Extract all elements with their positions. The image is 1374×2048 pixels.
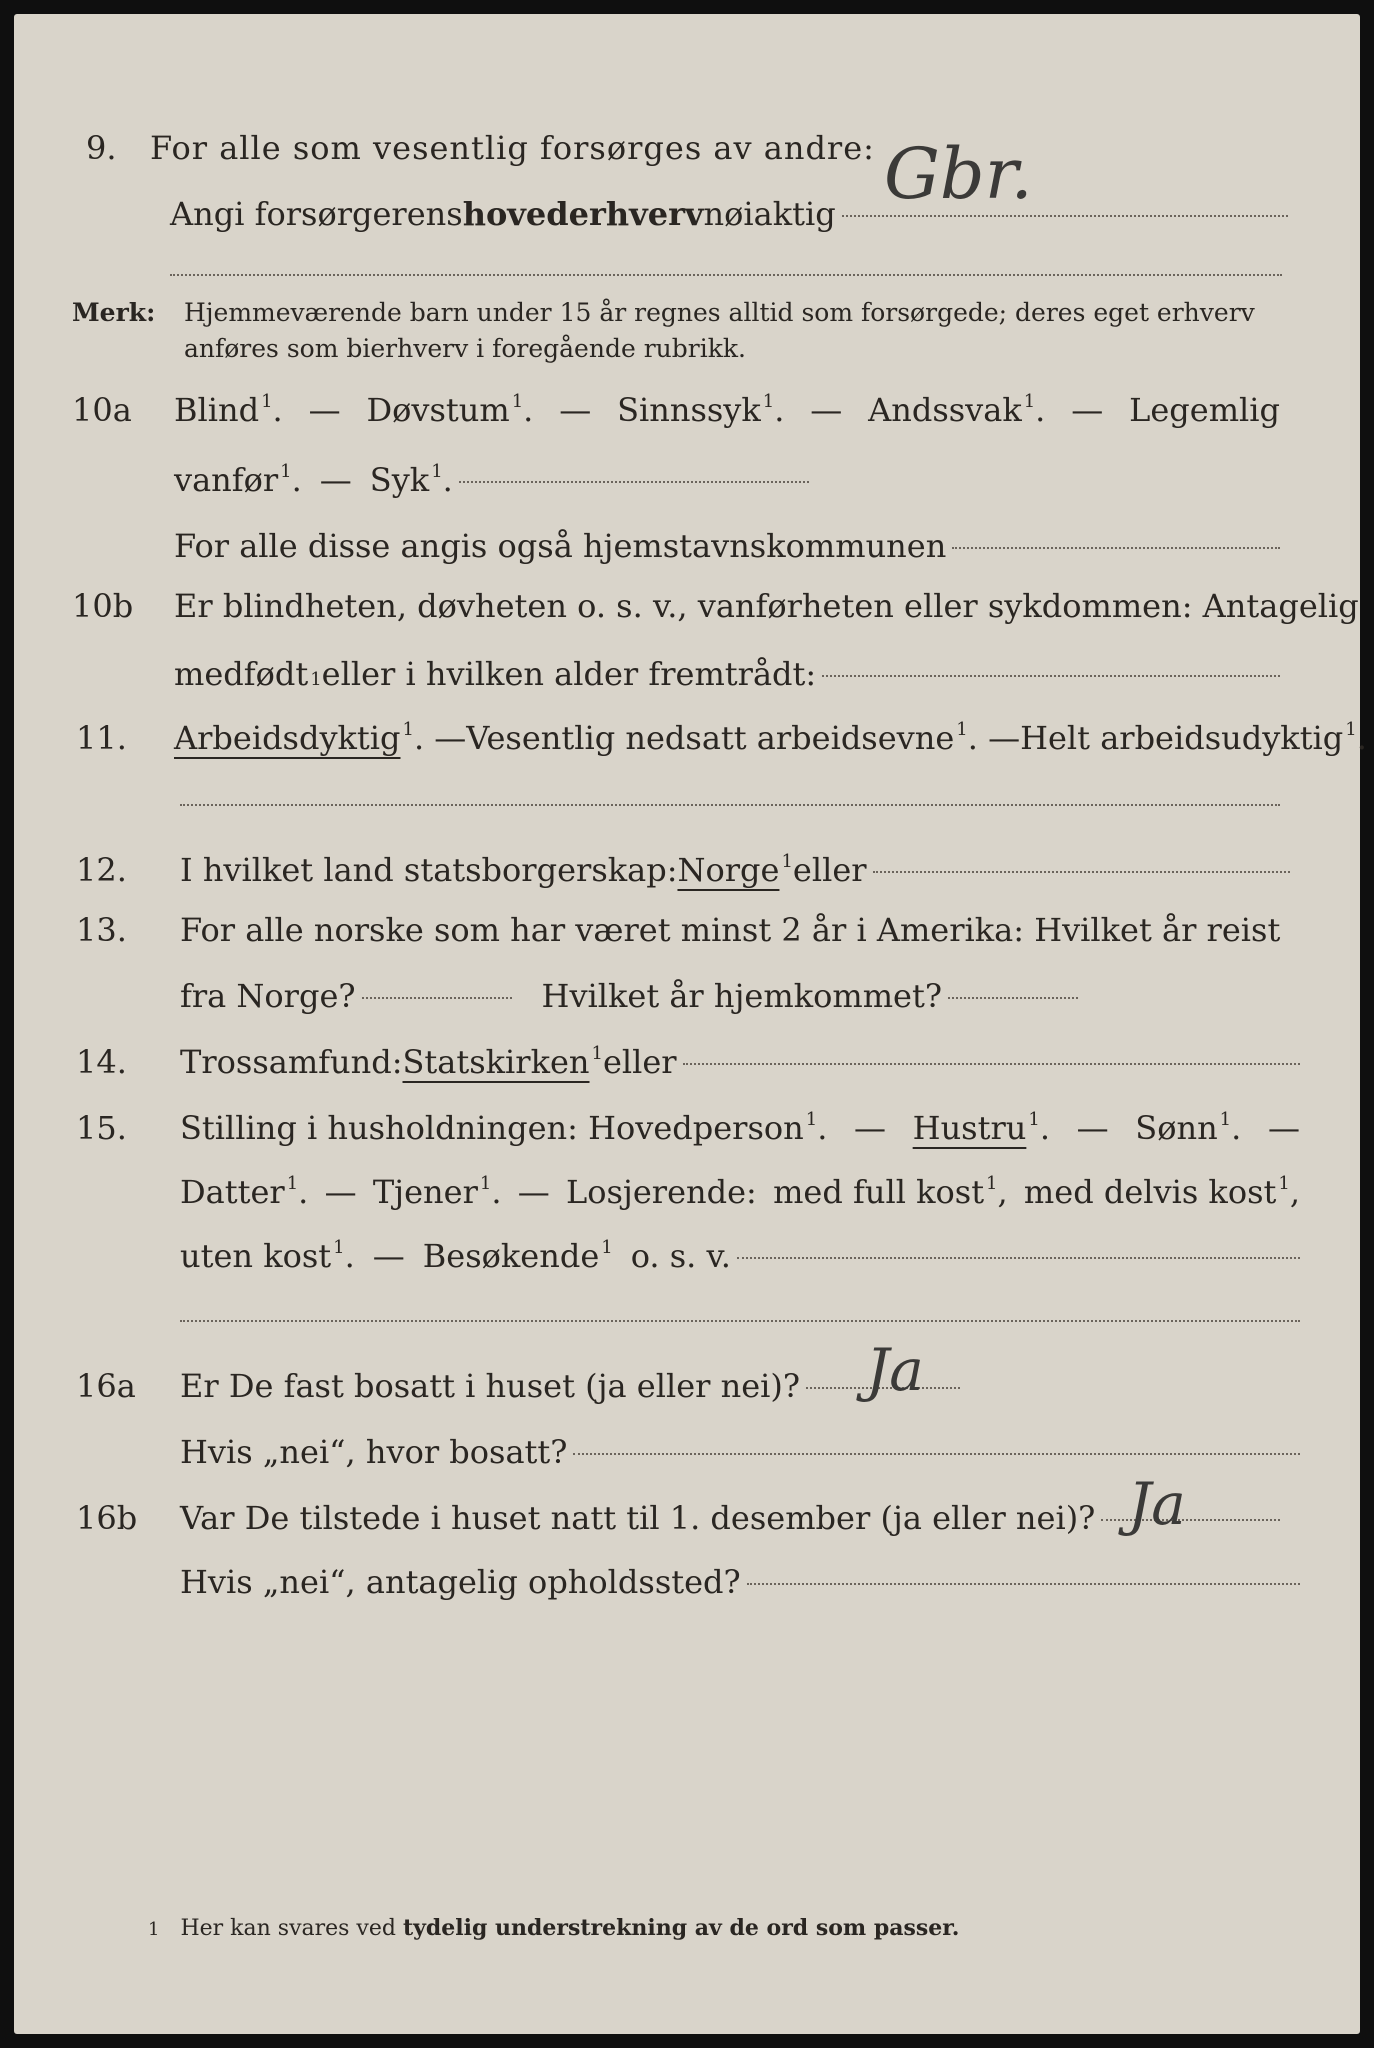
q16a-handwritten-answer: Ja [866, 1336, 924, 1404]
q9-answer-line-2[interactable] [170, 274, 1282, 276]
q15-osv: o. s. v. [630, 1237, 731, 1275]
q10b-text-1: Er blindheten, døvheten o. s. v., vanførheten eller sykdommen: Antagelig [174, 587, 1359, 625]
footnote-text: Her kan svares ved [180, 1916, 403, 1941]
merk-label: Merk: [72, 298, 156, 327]
q16b-number: 16b [76, 1499, 138, 1537]
q10a-opt-syk: Syk $^1$. [369, 461, 453, 499]
q9-text: For alle som vesentlig forsørges av andre: [150, 129, 875, 167]
footnote-mark: 1 [148, 1919, 160, 1940]
q10a-opt-blind: Blind $^1$. [174, 391, 283, 429]
q13-text-hjemkommet: Hvilket år hjemkommet? [541, 977, 942, 1015]
q10a-opt-sinnssyk: Sinnssyk $^1$. [617, 391, 785, 429]
q15-opt-tjener[interactable]: Tjener $^1$. [372, 1173, 502, 1211]
q16a-number: 16a [76, 1367, 136, 1405]
q16a-bosatt-line[interactable] [573, 1453, 1300, 1455]
q14-answer-line[interactable] [683, 1063, 1300, 1065]
q11-opt-nedsatt[interactable]: Vesentlig nedsatt arbeidsevne $^1$. — [466, 719, 1021, 757]
q10a-answer-line[interactable] [459, 481, 809, 483]
q15-answer-line-2[interactable] [180, 1320, 1300, 1322]
q13-text-1: For alle norske som har været minst 2 år i Amerika: Hvilket år reist [180, 911, 1281, 949]
q15-opt-sonn[interactable]: Sønn $^1$. [1135, 1109, 1242, 1147]
q10b-answer-line[interactable] [822, 675, 1280, 677]
q12-number: 12. [76, 851, 127, 889]
q16b-text-2: Hvis „nei“, antagelig opholdssted? [180, 1563, 741, 1601]
q10a-hjemstavn-line[interactable] [952, 547, 1280, 549]
q10a-opt-legemlig: Legemlig [1129, 391, 1280, 429]
q13-text-reist: fra Norge? [180, 977, 356, 1015]
footnote-bold-text: tydelig understrekning av de ord som passer. [402, 1915, 960, 1941]
q10a-opt-dovstum: Døvstum $^1$. [366, 391, 534, 429]
q14-opt-statskirken[interactable]: Statskirken $^1$ [402, 1043, 603, 1081]
q9-answer-line[interactable] [842, 215, 1288, 217]
q14-text: Trossamfund: [180, 1043, 403, 1081]
merk-text-1: Hjemmeværende barn under 15 år regnes alltid som forsørgede; deres eget erhverv [184, 298, 1255, 327]
q15-opt-hovedperson[interactable]: Stilling i husholdningen: Hovedperson $^1$. [180, 1109, 828, 1147]
q16b-text-1: Var De tilstede i huset natt til 1. desember (ja eller nei)? [180, 1499, 1096, 1537]
q13-number: 13. [76, 911, 127, 949]
q9-number: 9. [86, 129, 117, 167]
q15-opt-full-kost[interactable]: med full kost $^1$, [773, 1173, 1008, 1211]
q10a-opt-andssvak: Andssvak $^1$. [868, 391, 1046, 429]
footnote [148, 1914, 959, 1944]
q12-tail: eller [792, 851, 867, 889]
q11-opt-arbeidsdyktig[interactable]: Arbeidsdyktig $^1$. — [174, 719, 467, 757]
q15-opt-delvis-kost[interactable]: med delvis kost $^1$, [1023, 1173, 1300, 1211]
q16b-opholdssted-line[interactable] [747, 1583, 1300, 1585]
q14-number: 14. [76, 1043, 127, 1081]
q15-opt-hustru[interactable]: Hustru $^1$. [912, 1109, 1050, 1147]
q13-reist-line[interactable] [362, 997, 512, 999]
q10b-number: 10b [72, 587, 134, 625]
q10a-opt-vanfor: vanfør $^1$. [174, 461, 302, 499]
q11-number: 11. [76, 719, 127, 757]
q10a-hjemstavn-text: For alle disse angis også hjemstavnskommunen [174, 527, 947, 565]
q9-text-a: Angi forsørgerens [170, 195, 463, 233]
q9-handwritten-answer: Gbr. [884, 133, 1033, 215]
q15-opt-besokende[interactable]: Besøkende $^1$ [422, 1237, 613, 1275]
q15-label-losjerende: Losjerende: [565, 1173, 757, 1211]
q16a-text-2: Hvis „nei“, hvor bosatt? [180, 1433, 568, 1471]
q12-answer-line[interactable] [873, 871, 1290, 873]
q12-opt-norge[interactable]: Norge $^1$ [677, 851, 793, 889]
q11-opt-udyktig[interactable]: Helt arbeidsudyktig $^1$. [1020, 719, 1367, 757]
q15-number: 15. [76, 1109, 127, 1147]
q9-text-bold: hovederhverv [462, 195, 704, 233]
q16a-text-1: Er De fast bosatt i huset (ja eller nei)? [180, 1367, 801, 1405]
q16b-handwritten-answer: Ja [1128, 1470, 1186, 1538]
q9-text-b: nøiaktig [703, 195, 836, 233]
q13-hjemkommet-line[interactable] [948, 997, 1078, 999]
census-form-page: 9. For alle som vesentlig forsørges av andre: Angi forsørgerens hovederhverv nøiaktig Gbr. Merk: Hjemmeværende barn under 15 år regnes alltid som forsørgede; deres eget erhverv anføres som bierhverv i foregående rubrikk. 10a Blind $^1$. — Døvstum $^1$. — Sinnssyk $^1$. — Andssvak $^1$. — Legemlig vanfør $^1$. — Syk $^1$. For alle disse angis også hjemstavnskommunen 10b Er blindheten, døvheten o. s. v., vanførheten eller sykdommen: Antagelig medfødt 1 eller i hvilken alder fremtrådt: 11. Arbeidsdyktig $^1$. — Vesentlig nedsatt arbeidsevne $^1$. — Helt arbeidsudyktig $^1$. 12. I hvilket land statsborgerskap: Norge $^1$ eller 13. For alle norske som har været minst 2 år i Amerika: Hvilket år reist fra Norge? Hvilket år hjemkommet? 14. Trossamfund: Statskirken $^1$ eller 15. Stilling i husholdningen: Hovedperson $^1$. — Hustru $^1$. — Sønn $^1$. — Datter $^1$. — Tjener $^1$. — Losjerende: med full kost $^1$, med delvis kost $^1$, uten kost $^1$. — Besøkende $^1$ o. s. v. 16a Er De fast bosatt i huset (ja eller nei)? Ja Hvis „nei“, hvor bosatt? 16b Var De tilstede i huset natt til 1. desember (ja eller nei)? Ja Hvis „nei“, antagelig opholdssted? 1 Her kan svares ved tydelig understrekning av de ord som passer. [14, 14, 1360, 2034]
q12-text: I hvilket land statsborgerskap: [180, 851, 678, 889]
q15-answer-line[interactable] [737, 1257, 1300, 1259]
q14-tail: eller [602, 1043, 677, 1081]
q15-opt-datter[interactable]: Datter $^1$. [180, 1173, 309, 1211]
merk-text-2: anføres som bierhverv i foregående rubrikk. [184, 334, 746, 363]
q10b-text-2: eller i hvilken alder fremtrådt: [321, 655, 817, 693]
q15-opt-uten-kost[interactable]: uten kost $^1$. [180, 1237, 355, 1275]
q10a-number: 10a [72, 391, 132, 429]
q11-answer-line[interactable] [180, 804, 1280, 806]
